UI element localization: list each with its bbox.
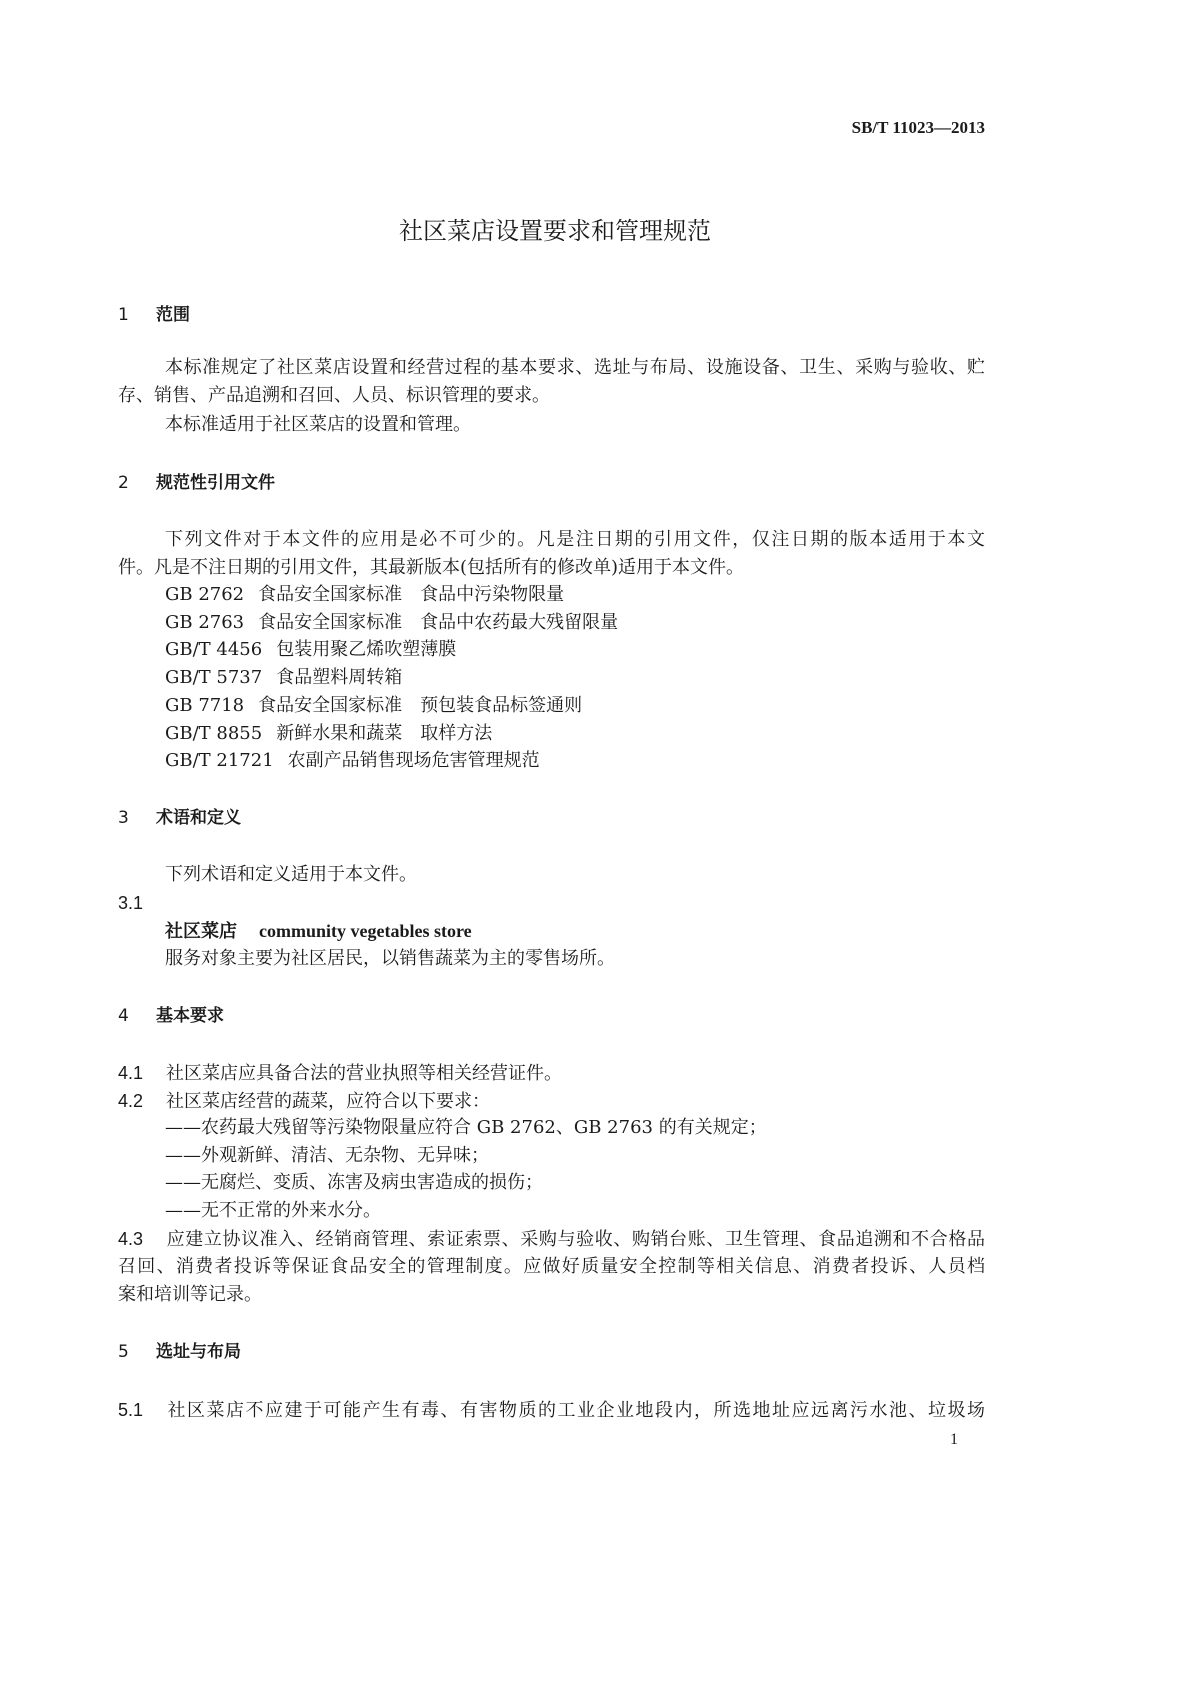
reference-code: GB/T 21721 — [165, 750, 274, 772]
list-item: ——农药最大残留等污染物限量应符合 GB 2762、GB 2763 的有关规定； — [165, 1117, 767, 1138]
reference-code: GB/T 5737 — [165, 667, 263, 689]
paragraph: 下列文件对于本文件的应用是必不可少的。凡是注日期的引用文件，仅注日期的版本适用于本文 — [165, 529, 985, 550]
clause-text: 召回、消费者投诉等保证食品安全的管理制度。应做好质量安全控制等相关信息、消费者投诉、人员档 — [118, 1256, 985, 1277]
section-5-heading — [118, 1340, 241, 1364]
paragraph: 本标准规定了社区菜店设置和经营过程的基本要求、选址与布局、设施设备、卫生、采购与验收、贮 — [165, 357, 985, 378]
clause-4-2 — [118, 1089, 490, 1114]
section-title: 规范性引用文件 — [156, 473, 275, 493]
term — [165, 919, 472, 944]
term-number: 3.1 — [118, 893, 144, 913]
reference-title: 食品安全国家标准 食品中农药最大残留限量 — [258, 611, 619, 633]
clause-4-1 — [118, 1061, 562, 1086]
normative-reference — [165, 583, 564, 607]
reference-code: GB 7718 — [165, 694, 245, 716]
term-chinese: 社区菜店 — [165, 921, 237, 942]
page-number: 1 — [950, 1431, 958, 1448]
section-number: 3 — [118, 808, 129, 828]
reference-code: GB/T 4456 — [165, 639, 263, 661]
section-title: 范围 — [156, 305, 190, 325]
section-4-heading — [118, 1004, 224, 1028]
section-title: 基本要求 — [156, 1006, 224, 1026]
term-definition: 服务对象主要为社区居民，以销售蔬菜为主的零售场所。 — [165, 948, 615, 969]
section-number: 1 — [118, 305, 129, 325]
normative-reference — [165, 749, 540, 773]
list-item: ——外观新鲜、清洁、无杂物、无异味； — [165, 1145, 489, 1166]
normative-reference — [165, 666, 402, 690]
reference-title: 包装用聚乙烯吹塑薄膜 — [276, 639, 457, 661]
section-number: 2 — [118, 473, 129, 493]
list-item: ——无腐烂、变质、冻害及病虫害造成的损伤； — [165, 1172, 543, 1193]
paragraph: 本标准适用于社区菜店的设置和管理。 — [165, 414, 471, 435]
section-number: 4 — [118, 1006, 129, 1026]
normative-reference — [165, 722, 492, 746]
reference-code: GB 2763 — [165, 611, 245, 633]
paragraph: 件。凡是不注日期的引用文件，其最新版本(包括所有的修改单)适用于本文件。 — [118, 557, 745, 578]
section-title: 选址与布局 — [156, 1342, 241, 1362]
normative-reference — [165, 611, 618, 635]
standard-code: SB/T 11023—2013 — [851, 118, 985, 137]
section-2-heading — [118, 471, 275, 495]
section-number: 5 — [118, 1342, 129, 1362]
list-item: ——无不正常的外来水分。 — [165, 1200, 381, 1221]
clause-number: 5.1 — [118, 1400, 144, 1420]
clause-text: 应建立协议准入、经销商管理、索证索票、采购与验收、购销台账、卫生管理、食品追溯和不合格品 — [166, 1229, 985, 1250]
reference-title: 食品安全国家标准 食品中污染物限量 — [258, 584, 565, 605]
section-1-heading — [118, 303, 190, 327]
clause-number: 4.2 — [118, 1091, 144, 1111]
clause-text: 社区菜店不应建于可能产生有毒、有害物质的工业企业地段内，所选地址应远离污水池、垃圾场 — [166, 1400, 985, 1421]
normative-reference — [165, 638, 456, 662]
clause-text: 社区菜店应具备合法的营业执照等相关经营证件。 — [166, 1063, 562, 1084]
clause-text: 案和培训等记录。 — [118, 1284, 262, 1305]
clause-text: 社区菜店经营的蔬菜，应符合以下要求： — [166, 1091, 490, 1112]
reference-title: 食品安全国家标准 预包装食品标签通则 — [258, 694, 583, 716]
paragraph: 存、销售、产品追溯和召回、人员、标识管理的要求。 — [118, 385, 550, 406]
reference-code: GB 2762 — [165, 584, 245, 605]
clause-number: 4.1 — [118, 1063, 144, 1083]
term-english: community vegetables store — [259, 921, 472, 941]
clause-4-3 — [118, 1227, 985, 1252]
document-title: 社区菜店设置要求和管理规范 — [399, 217, 711, 245]
normative-reference — [165, 694, 582, 718]
clause-number: 4.3 — [118, 1229, 144, 1249]
section-title: 术语和定义 — [156, 808, 241, 828]
clause-5-1 — [118, 1398, 985, 1423]
reference-title: 农副产品销售现场危害管理规范 — [287, 750, 540, 772]
reference-title: 新鲜水果和蔬菜 取样方法 — [276, 722, 493, 744]
reference-title: 食品塑料周转箱 — [276, 667, 403, 689]
reference-code: GB/T 8855 — [165, 722, 263, 744]
paragraph: 下列术语和定义适用于本文件。 — [165, 864, 417, 885]
section-3-heading — [118, 806, 241, 830]
